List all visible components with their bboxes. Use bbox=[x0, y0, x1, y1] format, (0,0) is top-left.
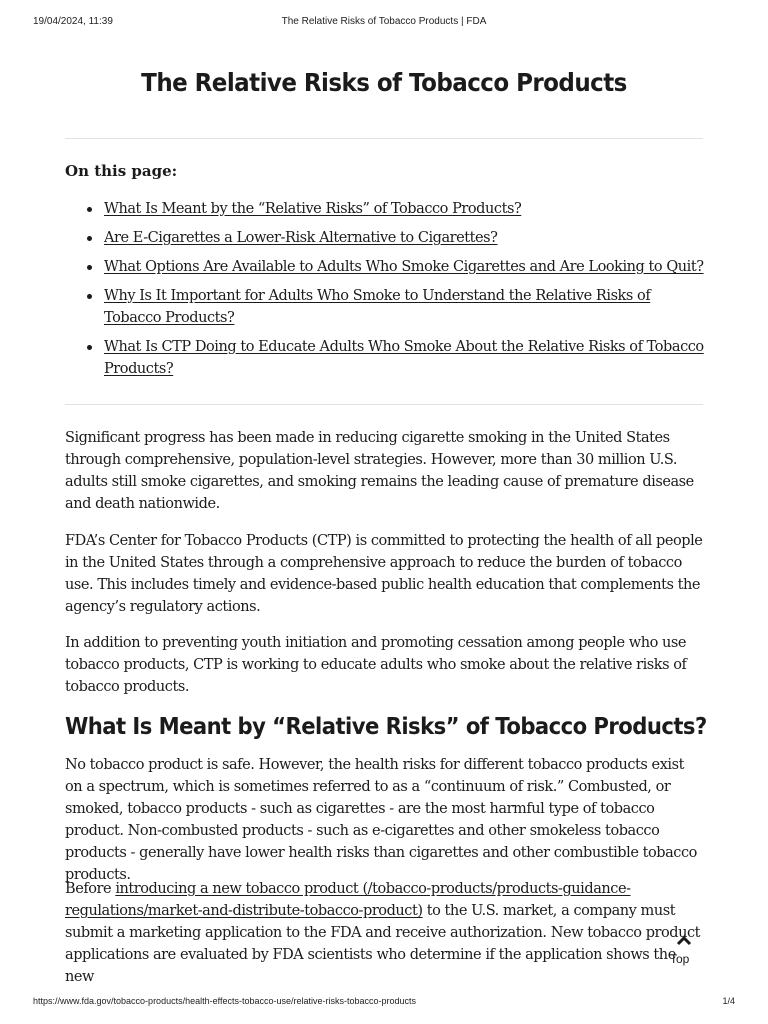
new-tobacco-product-link[interactable]: introducing a new tobacco product (/tobacco-products/products-guidance-regulations/market-and-distribute-tobacco-product) bbox=[65, 881, 631, 919]
divider bbox=[65, 404, 703, 405]
toc-item bbox=[85, 256, 705, 278]
print-date: 19/04/2024, 11:39 bbox=[33, 16, 113, 27]
toc-link-ctp-educate[interactable]: What Is CTP Doing to Educate Adults Who Smoke About the Relative Risks of Tobacco Products? bbox=[104, 339, 704, 377]
toc-link-options-to-quit[interactable]: What Options Are Available to Adults Who Smoke Cigarettes and Are Looking to Quit? bbox=[104, 259, 704, 275]
divider bbox=[65, 138, 703, 139]
back-to-top-button[interactable] bbox=[664, 932, 704, 970]
toc-heading: On this page: bbox=[65, 162, 178, 180]
toc-list bbox=[85, 198, 705, 387]
print-footer bbox=[33, 996, 735, 1010]
intro-paragraph-1: Significant progress has been made in reducing cigarette smoking in the United States through comprehensive, population-level strategies. However, more than 30 million U.S. adults still smoke cigarettes, and smoking remains the leading cause of premature disease and death nationwide. bbox=[65, 430, 694, 512]
paragraph-text: Before bbox=[65, 881, 116, 897]
intro-paragraph-2: FDA’s Center for Tobacco Products (CTP) is committed to protecting the health of all people in the United States through a comprehensive approach to reduce the burden of tobacco use. This includes timely and evidence-based public health education that complements the agency’s regulatory actions. bbox=[65, 533, 703, 615]
toc-link-e-cigarettes[interactable]: Are E-Cigarettes a Lower-Risk Alternative to Cigarettes? bbox=[104, 230, 498, 246]
page-counter: 1/4 bbox=[722, 996, 735, 1006]
section-paragraph-2 bbox=[65, 878, 705, 988]
toc-item bbox=[85, 336, 705, 380]
print-url: https://www.fda.gov/tobacco-products/health-effects-tobacco-use/relative-risks-tobacco-products bbox=[33, 996, 417, 1006]
intro-paragraph-3: In addition to preventing youth initiation and promoting cessation among people who use tobacco products, CTP is working to educate adults who smoke about the relative risks of tobacco products. bbox=[65, 635, 687, 695]
section-paragraph-1: No tobacco product is safe. However, the health risks for different tobacco products exist on a spectrum, which is sometimes referred to as a “continuum of risk.” Combusted, or smoked, tobacco products - such as cigarettes - are the most harmful type of tobacco product. Non-combusted products - such as e-cigarettes and other smokeless tobacco products - generally have lower health risks than cigarettes and other combustible tobacco products. bbox=[65, 757, 697, 883]
print-doc-title: The Relative Risks of Tobacco Products | FDA bbox=[281, 16, 487, 27]
toc-link-why-important[interactable]: Why Is It Important for Adults Who Smoke to Understand the Relative Risks of Tobacco Products? bbox=[104, 288, 651, 326]
toc-item bbox=[85, 198, 705, 220]
back-to-top-label: Top bbox=[670, 952, 690, 966]
toc-link-relative-risks[interactable]: What Is Meant by the “Relative Risks” of Tobacco Products? bbox=[104, 201, 522, 217]
toc-item bbox=[85, 285, 705, 329]
section-heading-relative-risks: What Is Meant by “Relative Risks” of Tobacco Products? bbox=[65, 714, 707, 740]
page-title: The Relative Risks of Tobacco Products bbox=[141, 68, 627, 97]
chevron-up-icon bbox=[676, 934, 692, 946]
print-header bbox=[33, 16, 735, 30]
toc-item bbox=[85, 227, 705, 249]
paragraph-text: to the U.S. market, a company must submit a marketing application to the FDA and receive authorization. New tobacco product applications are evaluated by FDA scientists who determine if the application shows the new bbox=[65, 903, 701, 985]
